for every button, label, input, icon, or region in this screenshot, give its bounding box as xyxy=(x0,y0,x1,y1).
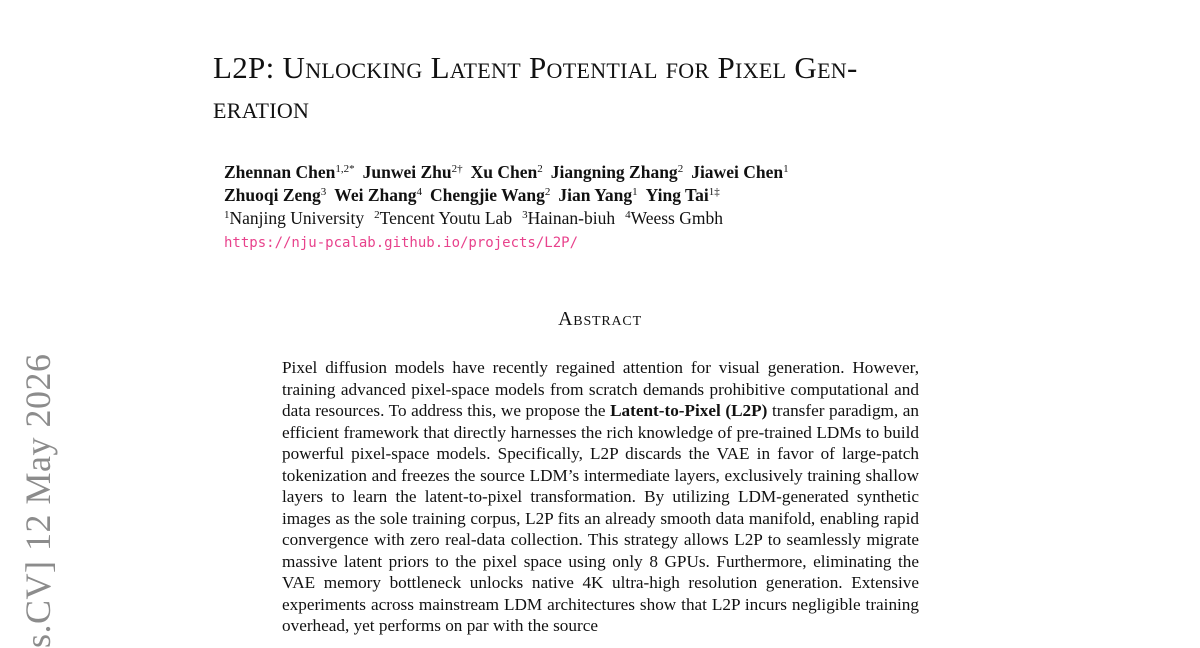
affiliation-mark: 4 xyxy=(625,209,631,221)
title-part: for xyxy=(665,50,718,85)
affiliation xyxy=(374,208,512,228)
title-part: L2P: xyxy=(213,50,283,85)
title-part: Unlocking xyxy=(282,50,431,85)
author-name-text: Jian Yang xyxy=(558,185,633,205)
author-line-2 xyxy=(224,184,984,207)
title-line-2: eration xyxy=(213,90,310,125)
affiliation-mark: 2 xyxy=(374,209,380,221)
author-affiliation-mark: 2 xyxy=(544,186,551,198)
author-name xyxy=(558,185,637,205)
affiliation-mark: 1 xyxy=(224,209,230,221)
affiliation xyxy=(625,208,723,228)
affiliation-name: Weess Gmbh xyxy=(630,208,723,228)
author-name xyxy=(691,162,788,182)
affiliation-name: Hainan-biuh xyxy=(527,208,616,228)
author-line-1 xyxy=(224,161,984,184)
author-name xyxy=(551,162,683,182)
author-name-text: Xu Chen xyxy=(470,162,538,182)
abstract-text-part-2: transfer paradigm, an efficient framework that directly harnesses the rich knowledge of pre-trained LDMs to build powerful pixel-space models. Specifically, L2P discards the VAE in favor of large-patch tokenization and freezes the source LDM’s intermediate layers, exclusively training shallow layers to learn the latent-to-pixel transformation. By utilizing LDM-generated synthetic images as the sole training corpus, L2P fits an already smooth data manifold, enabling rapid convergence with zero real-data collection. This strategy allows L2P to seamlessly migrate massive latent priors to the pixel space using only 8 GPUs. Furthermore, eliminating the VAE memory bottleneck unlocks native 4K ultra-high resolution generation. Extensive experiments across mainstream LDM architectures show that L2P incurs negligible training overhead, yet performs on par with the source xyxy=(282,401,920,635)
abstract-text-part-1: Pixel diffusion models have recently regained attention for visual generation. However, training advanced pixel-space models from scratch demands prohibitive computational and data resources. To address this, we propose the xyxy=(282,358,919,420)
affiliation xyxy=(224,208,364,228)
author-affiliation-mark: 2 xyxy=(537,163,543,175)
author-name xyxy=(224,162,355,182)
author-name-text: Zhennan Chen xyxy=(224,162,336,182)
author-name-text: Wei Zhang xyxy=(334,185,417,205)
author-name-text: Jiawei Chen xyxy=(691,162,784,182)
title-part: Latent xyxy=(430,50,530,85)
abstract-body xyxy=(282,357,919,637)
abstract-heading: Abstract xyxy=(558,308,642,330)
title-part: Pixel Gen- xyxy=(717,50,858,85)
author-name-text: Junwei Zhu xyxy=(362,162,452,182)
paper-title xyxy=(213,48,1013,128)
affiliation-name: Nanjing University xyxy=(229,208,365,228)
affiliation xyxy=(522,208,615,228)
author-name-text: Chengjie Wang xyxy=(429,185,545,205)
author-affiliation-mark: 1 xyxy=(783,163,789,175)
affiliation-line xyxy=(224,207,984,230)
author-name xyxy=(646,185,720,205)
author-affiliation-mark: 2† xyxy=(451,163,463,175)
author-affiliation-mark: 2 xyxy=(677,163,684,175)
author-name-text: Zhuoqi Zeng xyxy=(224,185,321,205)
author-name xyxy=(430,185,550,205)
arxiv-side-stamp: s.CV] 12 May 2026 xyxy=(18,353,58,648)
author-name xyxy=(334,185,422,205)
author-affiliation-mark: 4 xyxy=(416,186,422,198)
author-name-text: Ying Tai xyxy=(645,185,709,205)
author-block xyxy=(224,161,984,255)
author-name xyxy=(224,185,326,205)
author-affiliation-mark: 3 xyxy=(320,186,327,198)
author-affiliation-mark: 1 xyxy=(632,186,638,198)
title-line-1 xyxy=(213,50,858,85)
author-affiliation-mark: 1‡ xyxy=(708,186,720,198)
abstract-bold-term: Latent-to-Pixel (L2P) xyxy=(610,401,768,420)
author-name-text: Jiangning Zhang xyxy=(550,162,678,182)
author-name xyxy=(471,162,543,182)
project-url-link[interactable]: https://nju-pcalab.github.io/projects/L2P/ xyxy=(224,235,579,251)
author-affiliation-mark: 1,2* xyxy=(335,163,355,175)
title-part: Potential xyxy=(529,50,666,85)
affiliation-name: Tencent Youtu Lab xyxy=(379,208,513,228)
affiliation-mark: 3 xyxy=(522,209,528,221)
author-name xyxy=(363,162,463,182)
